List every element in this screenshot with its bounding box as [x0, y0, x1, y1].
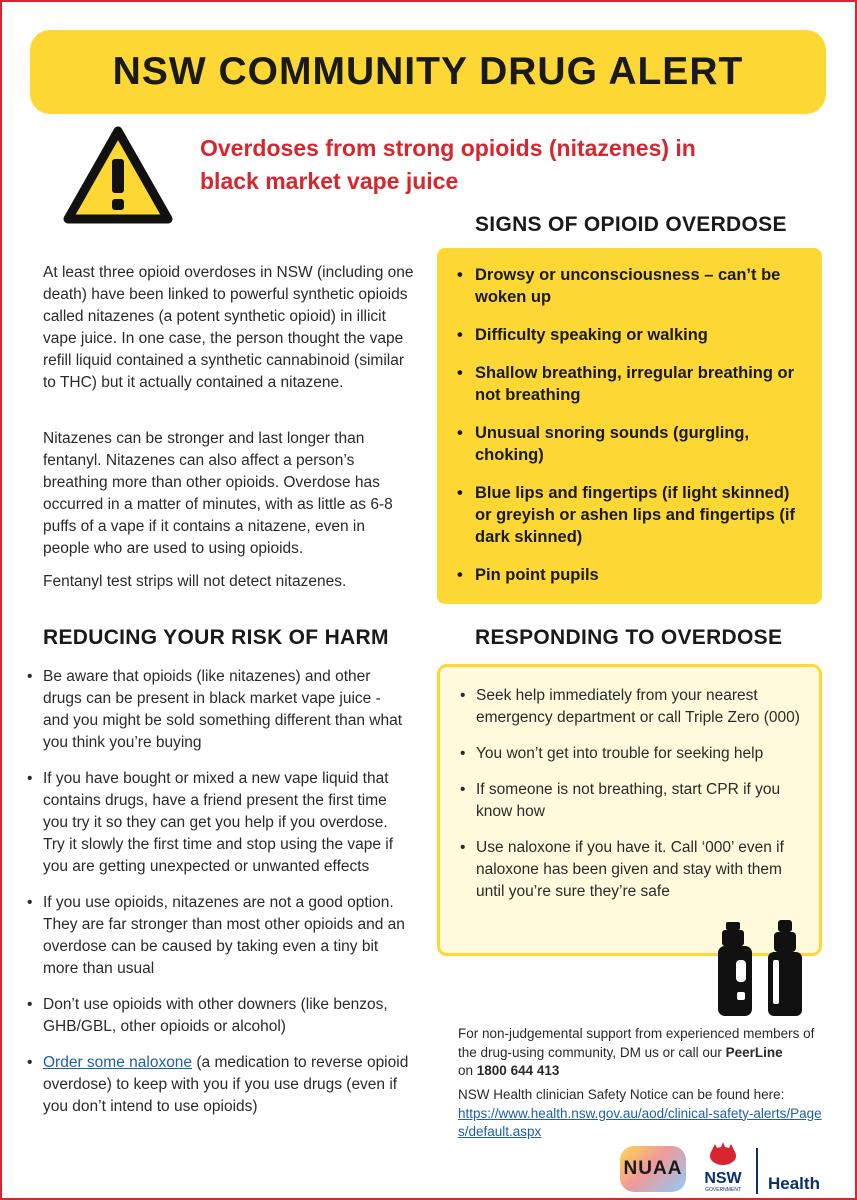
reducing-heading: REDUCING YOUR RISK OF HARM — [43, 626, 389, 649]
responding-list — [458, 685, 805, 903]
nsw-government-logo — [698, 1142, 748, 1196]
list-item: • Pin point pupils — [455, 564, 808, 586]
list-item: • Shallow breathing, irregular breathing or not breathing — [455, 362, 808, 406]
safety-notice-text: NSW Health clinician Safety Notice can be found here: — [458, 1087, 785, 1102]
health-logo-text: Health — [768, 1174, 820, 1193]
list-item: • Difficulty speaking or walking — [455, 324, 808, 346]
signs-heading: SIGNS OF OPIOID OVERDOSE — [475, 213, 787, 236]
order-naloxone-link[interactable]: Order some naloxone — [43, 1054, 193, 1071]
list-item: • Blue lips and fingertips (if light skinned) or greyish or ashen lips and fingertips (if dark skinned) — [455, 482, 808, 548]
list-item: • You won’t get into trouble for seeking help — [458, 743, 805, 765]
alert-subtitle — [200, 132, 800, 198]
list-item-naloxone — [25, 1052, 410, 1118]
list-item: • If someone is not breathing, start CPR if you know how — [458, 779, 805, 823]
safety-notice — [458, 1086, 828, 1142]
list-item: • Seek help immediately from your nearest emergency department or call Triple Zero (000) — [458, 685, 805, 729]
nsw-text: NSW — [704, 1170, 742, 1187]
naloxone-description: (a medication to reverse opioid overdose) to keep with you if you use drugs (even if you don’t intend to use opioids) — [43, 1054, 409, 1115]
waratah-icon — [706, 1142, 740, 1166]
reducing-list — [25, 666, 410, 1132]
support-on: on — [458, 1063, 477, 1078]
list-item: • Unusual snoring sounds (gurgling, choking) — [455, 422, 808, 466]
intro-paragraph-3: Fentanyl test strips will not detect nitazenes. — [43, 573, 347, 590]
logo-divider — [756, 1148, 758, 1194]
peerline-phone: 1800 644 413 — [476, 1063, 560, 1078]
vape-devices-icon — [718, 920, 818, 1020]
peerline-label: PeerLine — [725, 1044, 783, 1060]
responding-box — [437, 664, 822, 956]
signs-list — [455, 264, 808, 586]
alert-subtitle-line1: Overdoses from strong opioids (nitazenes) in — [200, 135, 696, 161]
list-item: • Drowsy or unconsciousness – can’t be woken up — [455, 264, 808, 308]
nsw-government-text: GOVERNMENT — [705, 1187, 741, 1193]
footer-logos — [612, 1140, 832, 1198]
safety-notice-link[interactable]: https://www.health.nsw.gov.au/aod/clinical-safety-alerts/Pages/default.aspx — [458, 1105, 822, 1139]
responding-heading: RESPONDING TO OVERDOSE — [475, 626, 783, 649]
warning-triangle-icon — [62, 125, 174, 225]
list-item: • Be aware that opioids (like nitazenes) and other drugs can be present in black market vape juice - and you might be sold something different than what you think you’re buying — [25, 666, 410, 754]
intro-paragraph-1: At least three opioid overdoses in NSW (including one death) have been linked to powerful synthetic opioids called nitazenes (a potent synthetic opioid) in illicit vape juice. In one case, the person thought the vape refill liquid contained a synthetic cannabinoid (similar to THC) but it actually contained a nitazene. — [43, 264, 414, 391]
nuaa-logo: NUAA — [620, 1146, 686, 1192]
alert-subtitle-line2: black market vape juice — [200, 168, 459, 194]
list-item: • If you use opioids, nitazenes are not a good option. They are far stronger than most other opioids and an overdose can be caused by taking even a tiny bit more than usual — [25, 892, 410, 980]
list-item: • If you have bought or mixed a new vape liquid that contains drugs, have a friend present the first time you try it so they can get you help if you overdose. Try it slowly the first time and stop using the vape if you are getting unexpected or unwanted effects — [25, 768, 410, 878]
signs-box — [437, 248, 822, 604]
support-text-body: For non-judgemental support from experienced members of the drug-using community, DM us or call our — [458, 1026, 815, 1060]
list-item: • Use naloxone if you have it. Call ‘000’ even if naloxone has been given and stay with them until you’re sure they’re safe — [458, 837, 805, 903]
support-text — [458, 1025, 828, 1081]
intro-paragraph-2: Nitazenes can be stronger and last longer than fentanyl. Nitazenes can also affect a person’s breathing more than other opioids. Overdose has occurred in a matter of minutes, with as little as 6-8 puffs of a vape if it contains a nitazene, even in people who are used to using opioids. — [43, 430, 393, 557]
page-title: NSW COMMUNITY DRUG ALERT — [112, 50, 744, 93]
header-banner — [30, 30, 826, 114]
list-item: • Don’t use opioids with other downers (like benzos, GHB/GBL, other opioids or alcohol) — [25, 994, 410, 1038]
